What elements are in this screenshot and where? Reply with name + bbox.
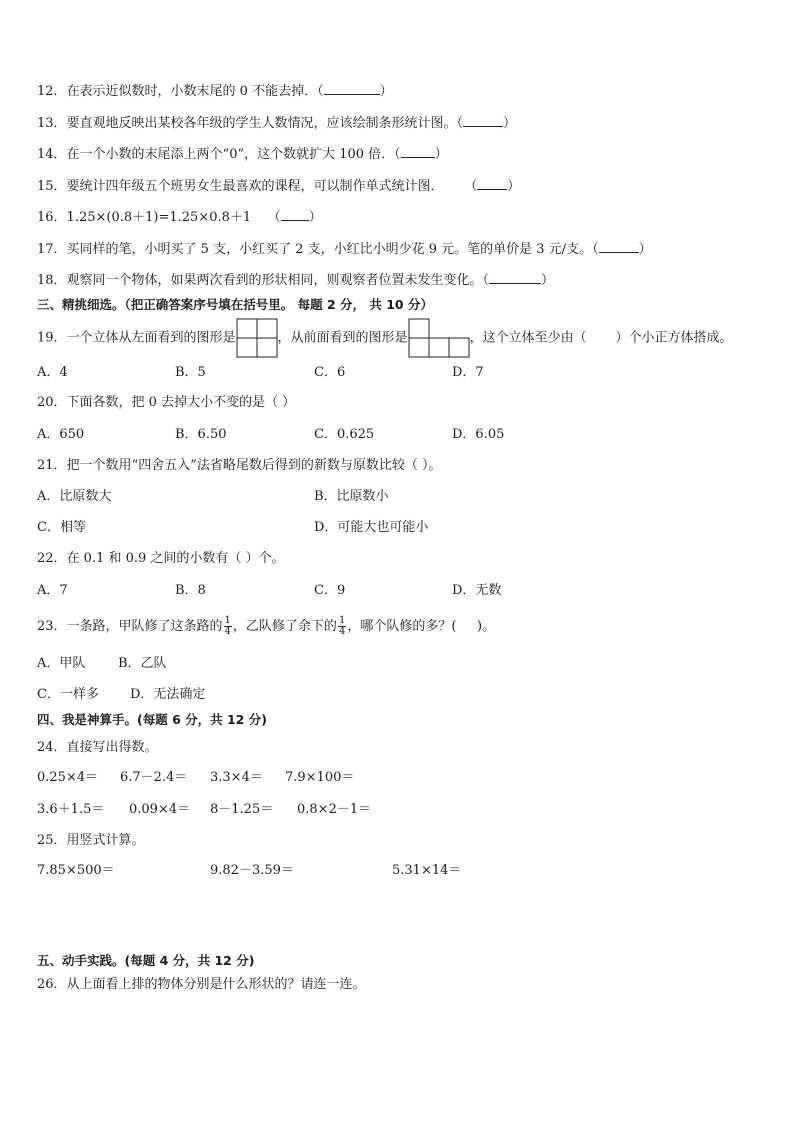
question-15: 15．要统计四年级五个班男女生最喜欢的课程，可以制作单式统计图． （ ） <box>37 179 521 194</box>
q20-option-b[interactable]: B．6.50 <box>175 427 227 442</box>
answer-blank[interactable] <box>401 145 435 158</box>
question-18: 18．观察同一个物体，如果两次看到的形状相同，则观察者位置未发生变化。（ ） <box>37 273 555 288</box>
vertical-calc-item: 5.31×14＝ <box>392 863 462 878</box>
question-12: 12．在表示近似数时，小数末尾的 0 不能去掉．（ ） <box>37 84 393 99</box>
question-17: 17．买同样的笔，小明买了 5 支，小红买了 2 支，小红比小明少花 9 元。笔的单价是 3 元/支。（ ） <box>37 242 652 257</box>
answer-blank[interactable] <box>489 271 541 284</box>
answer-blank[interactable] <box>281 208 309 221</box>
calc-item: 8－1.25＝ <box>210 802 274 817</box>
fraction-one-quarter: $\frac{1}{4}$ <box>224 615 231 637</box>
q23-option-d[interactable]: D．无法确定 <box>130 687 206 702</box>
section-3-title: 三、精挑细选。（把正确答案序号填在括号里。 每题 2 分， 共 10 分） <box>37 297 433 312</box>
question-16: 16．1.25×(0.8＋1)=1.25×0.8＋1 （ ） <box>37 210 322 225</box>
q19-option-c[interactable]: C．6 <box>314 365 346 380</box>
calc-item: 0.09×4＝ <box>129 802 191 817</box>
q20-option-d[interactable]: D．6.05 <box>452 427 505 442</box>
question-13: 13．要直观地反映出某校各年级的学生人数情况，应该绘制条形统计图。（ ） <box>37 116 517 131</box>
question-19: 19．一个立体从左面看到的图形是 ，从前面看到的图形是 ，这个立体至少由（ ）个小正方体搭成。 <box>37 318 733 359</box>
section-4-title: 四、我是神算手。(每题 6 分，共 12 分) <box>37 712 267 727</box>
question-20: 20．下面各数，把 0 去掉大小不变的是（ ） <box>37 395 296 410</box>
calc-item: 3.6＋1.5＝ <box>37 802 105 817</box>
question-22: 22．在 0.1 和 0.9 之间的小数有（ ）个。 <box>37 551 285 566</box>
q23-option-c[interactable]: C．一样多 <box>37 687 99 702</box>
vertical-calc-item: 9.82－3.59＝ <box>210 863 294 878</box>
q19-option-a[interactable]: A．4 <box>37 365 68 380</box>
calc-item: 0.8×2－1＝ <box>297 802 372 817</box>
answer-blank[interactable] <box>477 177 507 190</box>
calc-item: 0.25×4＝ <box>37 770 99 785</box>
q21-option-d[interactable]: D．可能大也可能小 <box>314 520 429 535</box>
question-23: 23．一条路，甲队修了这条路的 $\frac{1}{4}$ ，乙队修了余下的 $\frac{1}{4}$ ，哪个队修的多？( )。 <box>37 615 496 637</box>
answer-blank[interactable] <box>599 240 639 253</box>
front-view-figure <box>408 318 470 358</box>
q23-option-a[interactable]: A．甲队 <box>37 656 86 671</box>
question-14: 14．在一个小数的末尾添上两个“0”，这个数就扩大 100 倍．（ ） <box>37 147 448 162</box>
fraction-one-quarter: $\frac{1}{4}$ <box>338 615 346 637</box>
section-5-title: 五、动手实践。(每题 4 分，共 12 分) <box>37 953 255 968</box>
q20-option-a[interactable]: A．650 <box>37 427 85 442</box>
q23-option-b[interactable]: B．乙队 <box>118 656 167 671</box>
q21-option-c[interactable]: C．相等 <box>37 520 86 535</box>
calc-item: 6.7－2.4＝ <box>120 770 188 785</box>
question-25: 25．用竖式计算。 <box>37 833 145 848</box>
q20-option-c[interactable]: C．0.625 <box>314 427 375 442</box>
q19-option-b[interactable]: B．5 <box>175 365 206 380</box>
q22-option-c[interactable]: C．9 <box>314 583 346 598</box>
left-view-figure <box>236 318 278 358</box>
question-26: 26．从上面看上排的物体分别是什么形状的？请连一连。 <box>37 977 366 992</box>
vertical-calc-item: 7.85×500＝ <box>37 863 115 878</box>
answer-blank[interactable] <box>324 82 380 95</box>
question-21: 21．把一个数用“四舍五入”法省略尾数后得到的新数与原数比较（ ）。 <box>37 458 442 473</box>
calc-item: 3.3×4＝ <box>210 770 263 785</box>
answer-blank[interactable] <box>463 114 503 127</box>
calc-item: 7.9×100＝ <box>285 770 355 785</box>
q21-option-b[interactable]: B．比原数小 <box>314 489 389 504</box>
q22-option-a[interactable]: A．7 <box>37 583 68 598</box>
q22-option-b[interactable]: B．8 <box>175 583 206 598</box>
q22-option-d[interactable]: D．无数 <box>452 583 502 598</box>
q21-option-a[interactable]: A．比原数大 <box>37 489 112 504</box>
q19-option-d[interactable]: D．7 <box>452 365 484 380</box>
question-24: 24．直接写出得数。 <box>37 740 158 755</box>
